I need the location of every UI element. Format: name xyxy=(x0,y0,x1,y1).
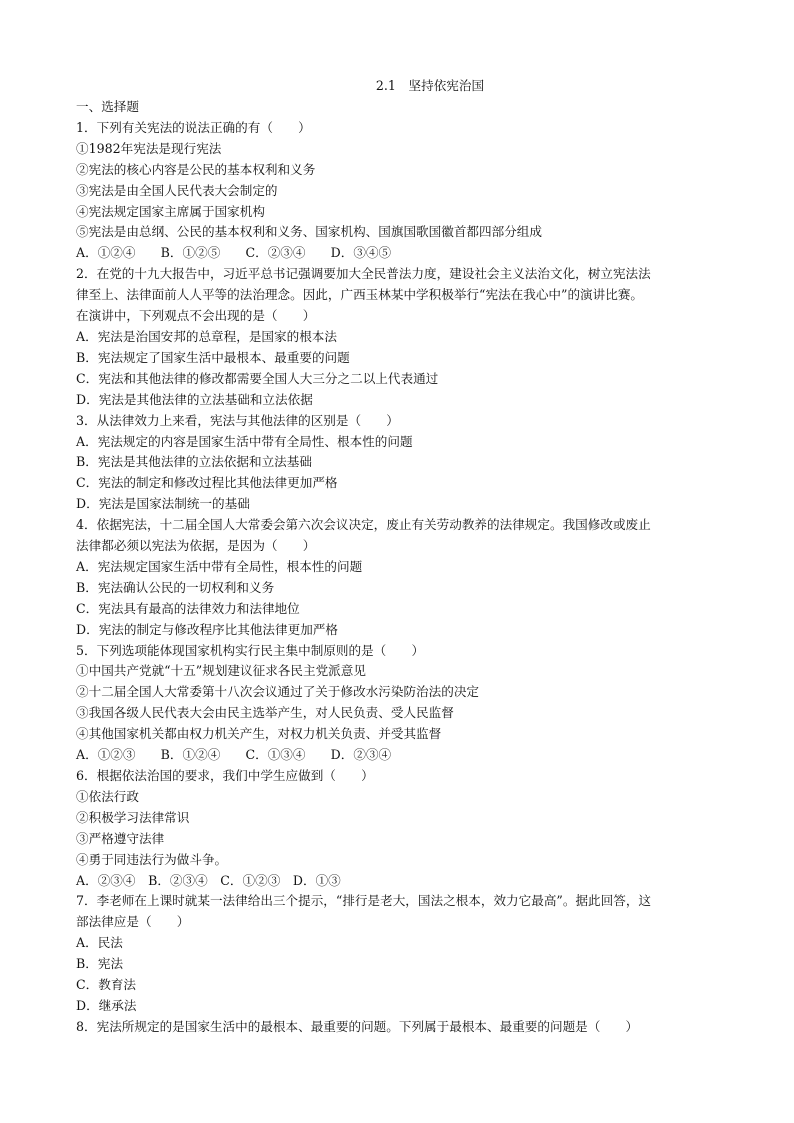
question-stem: 7．李老师在上课时就某一法律给出三个提示，“排行是老大，国法之根本，效力它最高”。据此回答，这 xyxy=(76,893,652,909)
answer-option: B．宪法是其他法律的立法依据和立法基础 xyxy=(76,454,312,470)
question-stem: 部法律应是（ ） xyxy=(76,914,190,930)
question-5 xyxy=(76,641,726,766)
question-item: ③宪法是由全国人民代表大会制定的 xyxy=(76,182,278,198)
question-item: ④勇于同违法行为做斗争。 xyxy=(76,851,228,867)
answer-option: D．宪法是其他法律的立法基础和立法依据 xyxy=(76,391,313,407)
question-3 xyxy=(76,411,726,516)
question-4 xyxy=(76,515,726,640)
question-item: ④其他国家机关都由权力机关产生，对权力机关负责、并受其监督 xyxy=(76,726,442,742)
answer-option: B．宪法规定了国家生活中最根本、最重要的问题 xyxy=(76,349,350,365)
answer-option: C．宪法和其他法律的修改都需要全国人大三分之二以上代表通过 xyxy=(76,370,439,386)
question-item: ①中国共产党就“十五”规划建议征求各民主党派意见 xyxy=(76,663,366,679)
answer-option: B．宪法确认公民的一切权利和义务 xyxy=(76,579,275,595)
answer-choices: A．①②④ B．①②⑤ C．②③④ D．③④⑤ xyxy=(76,245,392,261)
answer-option: C．宪法的制定和修改过程比其他法律更加严格 xyxy=(76,475,338,491)
question-stem: 4．依据宪法，十二届全国人大常委会第六次会议决定，废止有关劳动教养的法律规定。我国修改或废止 xyxy=(76,517,651,533)
answer-option: A．民法 xyxy=(76,935,123,951)
question-stem: 6．根据依法治国的要求，我们中学生应做到（ ） xyxy=(76,768,374,783)
answer-option: A．宪法规定国家生活中带有全局性，根本性的问题 xyxy=(76,558,363,574)
answer-option: D．继承法 xyxy=(76,997,137,1013)
question-2 xyxy=(76,264,726,410)
question-item: ②积极学习法律常识 xyxy=(76,809,190,825)
answer-option: C．宪法具有最高的法律效力和法律地位 xyxy=(76,600,300,616)
question-item: ③严格遵守法律 xyxy=(76,830,165,846)
answer-choices: A．②③④ B．②③④ C．①②③ D．①③ xyxy=(76,872,341,888)
question-stem: 5．下列选项能体现国家机构实行民主集中制原则的是（ ） xyxy=(76,642,425,658)
question-stem: 2．在党的十九大报告中，习近平总书记强调要加大全民普法力度，建设社会主义法治文化，树立宪法法 xyxy=(76,266,651,282)
answer-option: B．宪法 xyxy=(76,956,124,972)
question-item: ①依法行政 xyxy=(76,788,139,804)
question-item: ②十二届全国人大常委第十八次会议通过了关于修改水污染防治法的决定 xyxy=(76,684,479,700)
question-item: ⑤宪法是由总纲、公民的基本权利和义务、国家机构、国旗国歌国徽首都四部分组成 xyxy=(76,224,542,240)
question-item: ④宪法规定国家主席属于国家机构 xyxy=(76,203,265,219)
document-title: 2.1 坚持依宪治国 xyxy=(375,78,485,93)
answer-option: A．宪法规定的内容是国家生活中带有全局性、根本性的问题 xyxy=(76,433,413,449)
answer-option: D．宪法的制定与修改程序比其他法律更加严格 xyxy=(76,621,338,637)
answer-option: C．教育法 xyxy=(76,977,137,993)
question-item: ①1982年宪法是现行宪法 xyxy=(76,140,222,156)
document-page xyxy=(76,75,726,1038)
section-heading: 一、选择题 xyxy=(76,99,139,114)
answer-choices: A．①②③ B．①②④ C．①③④ D．②③④ xyxy=(76,747,392,763)
answer-option: D．宪法是国家法制统一的基础 xyxy=(76,496,250,512)
question-item: ③我国各级人民代表大会由民主选举产生，对人民负责、受人民监督 xyxy=(76,705,454,721)
question-stem: 在演讲中，下列观点不会出现的是（ ） xyxy=(76,308,316,324)
question-6 xyxy=(76,766,726,891)
question-1 xyxy=(76,118,726,264)
question-stem: 律至上、法律面前人人平等的法治理念。因此，广西玉林某中学积极举行“宪法在我心中”的演讲比赛。 xyxy=(76,287,644,303)
question-stem: 1．下列有关宪法的说法正确的有（ ） xyxy=(76,119,311,135)
question-item: ②宪法的核心内容是公民的基本权利和义务 xyxy=(76,161,316,177)
question-stem: 法律都必须以宪法为依据，是因为（ ） xyxy=(76,538,316,554)
answer-option: A．宪法是治国安邦的总章程，是国家的根本法 xyxy=(76,328,337,344)
question-stem: 8．宪法所规定的是国家生活中的最根本、最重要的问题。下列属于最根本、最重要的问题是（ ） xyxy=(76,1018,639,1034)
question-8 xyxy=(76,1017,726,1038)
question-7 xyxy=(76,891,726,1016)
question-stem: 3．从法律效力上来看，宪法与其他法律的区别是（ ） xyxy=(76,412,399,428)
